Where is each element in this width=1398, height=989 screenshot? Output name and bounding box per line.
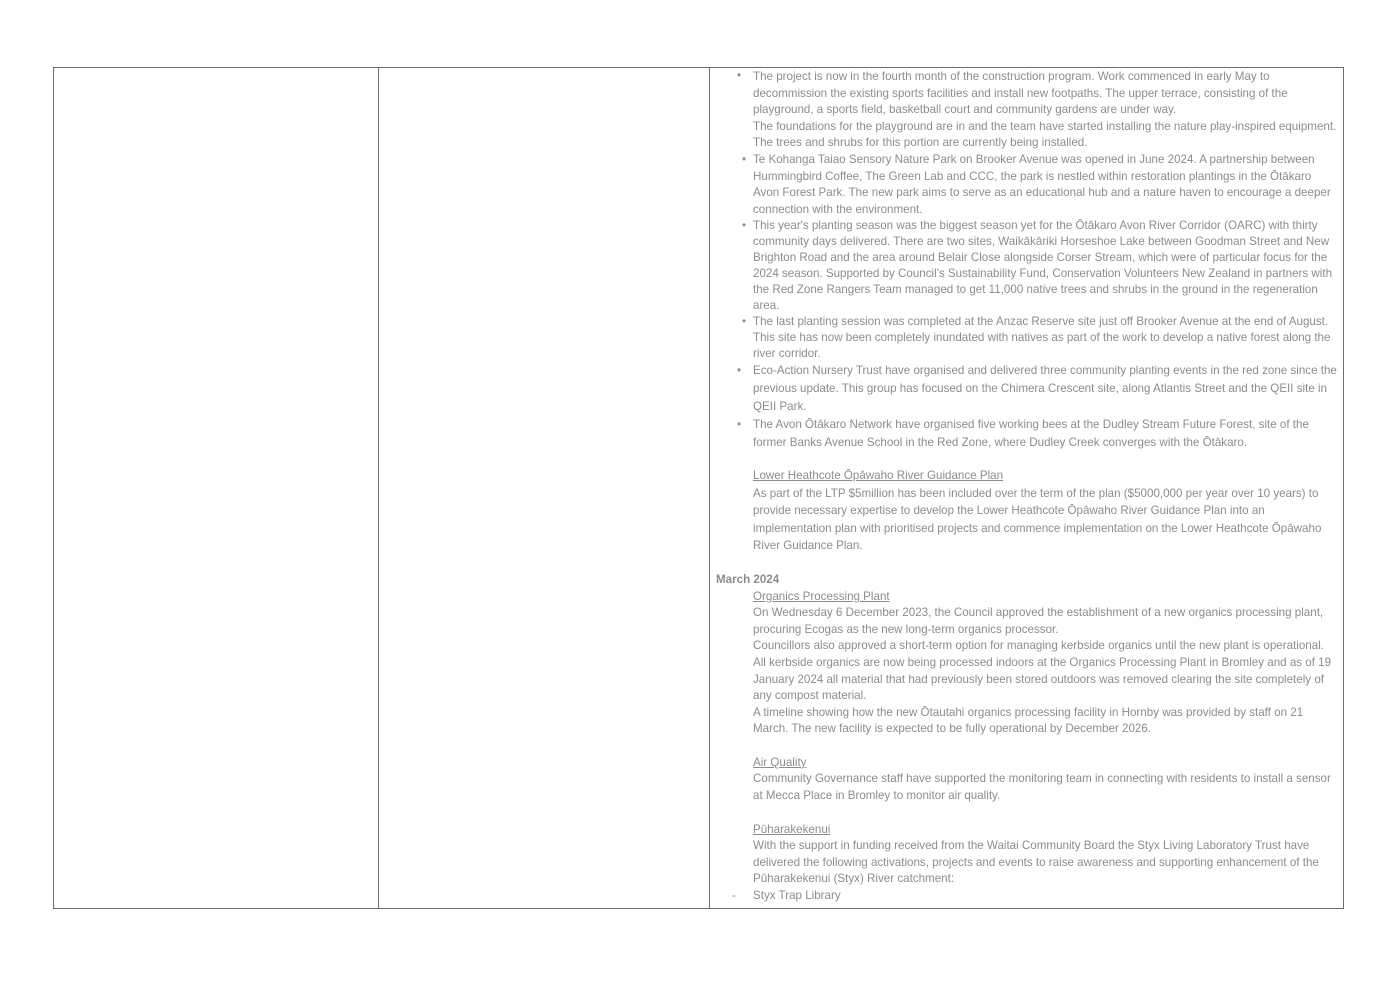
report-table xyxy=(53,67,1344,909)
table-column-2 xyxy=(379,68,710,908)
list-item-text: The foundations for the playground are in and the team have started installing the nature play-inspired equipment. The trees and shrubs for this portion are currently being installed. xyxy=(753,119,1337,150)
lower-heathcote-body: As part of the LTP $5million has been included over the term of the plan ($5000,000 per year over 10 years) to provide necessary expertise to develop the Lower Heathcote Ōpāwaho River Guidance Plan into an implementation plan with prioritised projects and commence implementation on the Lower Heathcote Ōpāwaho River Guidance Plan. xyxy=(753,486,1322,553)
organics-paragraph: Councillors also approved a short-term option for managing kerbside organics until the new plant is operational. All kerbside organics are now being processed indoors at the Organics Processing Plant in Bromley and as of 19 January 2024 all material that had previously been stored outdoors was removed clearing the site completely of any compost material. xyxy=(753,639,1332,703)
air-quality-body: Community Governance staff have supported the monitoring team in connecting with residents to install a sensor at Mecca Place in Bromley to monitor air quality. xyxy=(753,772,1331,803)
table-column-1 xyxy=(54,68,379,908)
bullet-icon: • xyxy=(737,364,742,378)
puharakekenui-body: With the support in funding received from the Waitai Community Board the Styx Living Laboratory Trust have delivered the following activations, projects and events to raise awareness and supporting enhancement of the Pūharakekenui (Styx) River catchment: xyxy=(753,839,1319,886)
spacer xyxy=(716,451,1337,468)
list-item-text: The project is now in the fourth month of the construction program. Work commenced in early May to decommission the existing sports facilities and install new footpaths. The upper terrace, consisting of the playground, a sports field, basketball court and community gardens are under way. xyxy=(753,70,1288,117)
list-item-text: This year's planting season was the biggest season yet for the Ōtākaro Avon River Corridor (OARC) with thirty community days delivered. There are two sites, Waikākāriki Horseshoe Lake between Goodman Street and New Brighton Road and the area around Belair Close alongside Corser Stream, which were of particular focus for the 2024 season. Supported by Council's Sustainability Fund, Conservation Volunteers New Zealand in partners with the Red Zone Rangers Team managed to get 11,000 native trees and shrubs in the ground in the regeneration area. xyxy=(753,219,1333,313)
section-title-lower-heathcote: Lower Heathcote Ōpāwaho River Guidance Plan xyxy=(753,469,1004,483)
list-item xyxy=(716,218,1337,314)
list-item-text: Eco-Action Nursery Trust have organised and delivered three community planting events in the red zone since the previous update. This group has focused on the Chimera Crescent site, along Atlantis Street and the QEII site in QEII Park. xyxy=(753,364,1337,414)
dash-item-text: Styx Trap Library xyxy=(753,889,841,903)
list-item xyxy=(716,314,1337,362)
organics-paragraph: On Wednesday 6 December 2023, the Council approved the establishment of a new organics processing plant, procuring Ecogas as the new long-term organics processor. xyxy=(753,606,1324,636)
bullet-list xyxy=(716,68,1337,451)
bullet-icon: • xyxy=(742,219,747,233)
list-item-text: The last planting session was completed at the Anzac Reserve site just off Brooker Avenue at the end of August. This site has now been completely inundated with natives as part of the work to develop a native forest along the river corridor. xyxy=(753,315,1331,361)
bullet-icon: • xyxy=(742,152,747,166)
list-item-text: Te Kohanga Taiao Sensory Nature Park on Brooker Avenue was opened in June 2024. A partnership between Hummingbird Coffee, The Green Lab and CCC, the park is nestled within restoration plantings in the Ōtākaro Avon Forest Park. The new park aims to serve as an educational hub and a nature haven to encourage a deeper connection with the environment. xyxy=(753,152,1331,216)
table-column-3 xyxy=(710,68,1343,908)
update-content xyxy=(716,68,1337,905)
bullet-icon: • xyxy=(742,315,747,329)
spacer xyxy=(716,805,1337,822)
dash-list-item xyxy=(716,888,1337,905)
organics-paragraph: A timeline showing how the new Ōtautahi organics processing facility in Hornby was provided by staff on 21 March. The new facility is expected to be fully operational by December 2026. xyxy=(753,705,1304,736)
month-heading: March 2024 xyxy=(716,572,780,586)
list-item xyxy=(716,152,1337,218)
bullet-icon: • xyxy=(737,418,742,432)
list-item xyxy=(716,416,1337,451)
list-item xyxy=(716,362,1337,416)
list-item xyxy=(716,68,1337,152)
list-item-text: The Avon Ōtākaro Network have organised five working bees at the Dudley Stream Future Forest, site of the former Banks Avenue School in the Red Zone, where Dudley Creek converges with the Ōtākaro. xyxy=(753,418,1309,449)
dash-marker: - xyxy=(732,889,736,903)
section-title-air-quality: Air Quality xyxy=(753,755,807,769)
spacer xyxy=(716,555,1337,572)
spacer xyxy=(716,738,1337,755)
section-title-puharakekenui: Pūharakekenui xyxy=(753,822,831,836)
bullet-icon: • xyxy=(737,69,742,82)
section-title-organics: Organics Processing Plant xyxy=(753,589,890,603)
